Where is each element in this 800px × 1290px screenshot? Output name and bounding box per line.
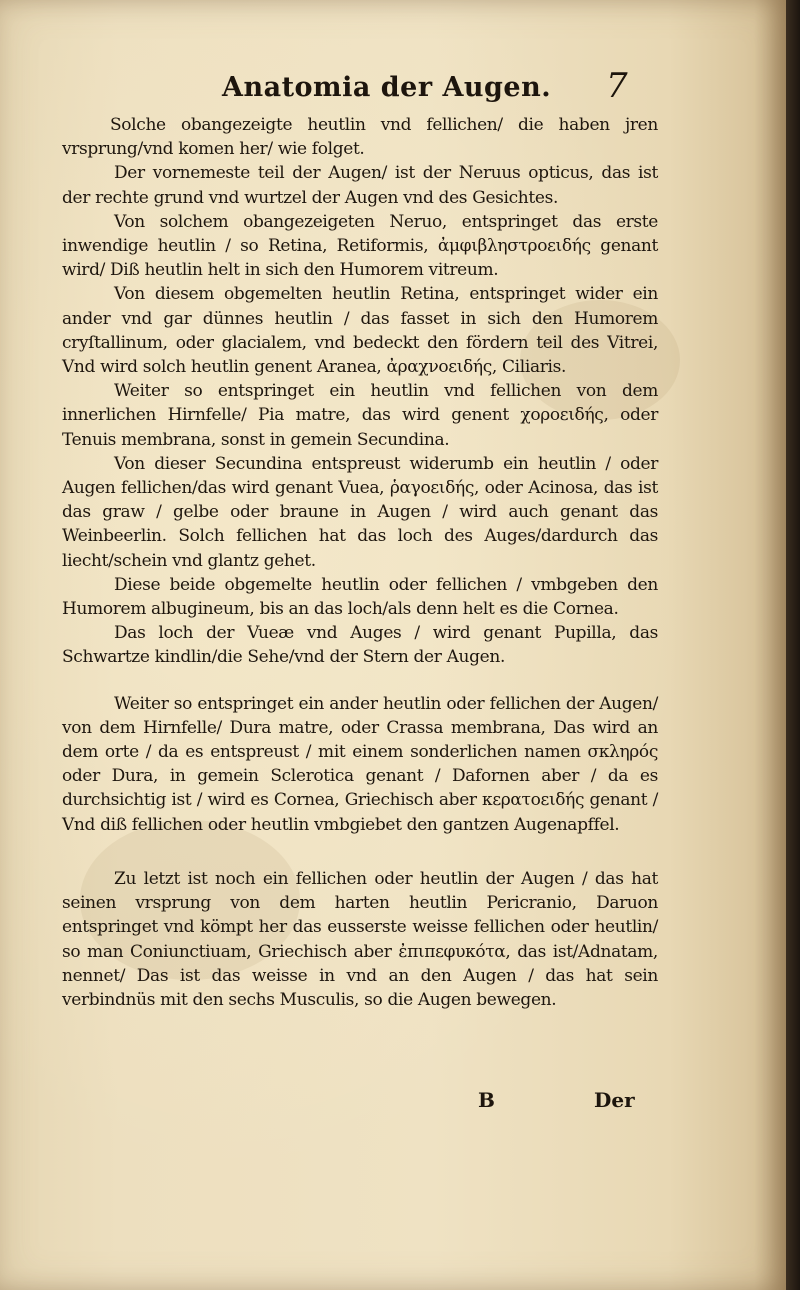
paragraph: Von solchem obangezeigeten Neruo, entspringet das erste inwendige heutlin / so Retina, Retiformis, ἀμφιβληστροειδής genant wird/ Diß heutlin helt in sich den Humorem vitreum. bbox=[62, 211, 658, 281]
body-text bbox=[62, 113, 658, 1012]
paragraph: Diese beide obgemelte heutlin oder fellichen / vmbgeben den Humorem albugineum, bis an das loch/als denn helt es die Cornea. bbox=[62, 574, 658, 620]
paragraph: Weiter so entspringet ein ander heutlin oder fellichen der Augen/ von dem Hirnfelle/ Dura matre, oder Crassa membrana, Das wird an dem orte / da es entspreust / mit einem sonderlichen namen σκληρός oder Dura, in gemein Sclerotica genant / Dafornen aber / da es durchsichtig ist / wird es Cornea, Griechisch aber κερατοειδής genant / Vnd diß fellichen oder heutlin vmbgiebet den gantzen Augenapffel. bbox=[62, 693, 658, 835]
catchword: Der bbox=[594, 1088, 635, 1112]
paragraph: Von diesem obgemelten heutlin Retina, entspringet wider ein ander vnd gar dünnes heutlin / das fasset in sich den Humorem cryſtallinum, oder glacialem, vnd bedeckt den fördern teil des Vitrei, Vnd wird solch heutlin genent Aranea, ἀραχνοειδής, Ciliaris. bbox=[62, 284, 658, 378]
book-edge bbox=[786, 0, 800, 1290]
paragraph: Das loch der Vueæ vnd Auges / wird genant Pupilla, das Schwartze kindlin/die Sehe/vnd der Stern der Augen. bbox=[62, 623, 658, 668]
paragraph: Weiter so entspringet ein heutlin vnd fellichen von dem innerlichen Hirnfelle/ Pia matre, das wird genent χοροειδής, oder Tenuis membrana, sonst in gemein Secundina. bbox=[62, 381, 658, 450]
paragraph: Der vornemeste teil der Augen/ ist der Neruus opticus, das ist der rechte grund vnd wurtzel der Augen vnd des Gesichtes. bbox=[62, 163, 658, 208]
paragraph: Solche obangezeigte heutlin vnd fellichen/ die haben jren vrsprung/vnd komen her/ wie folget. bbox=[62, 115, 658, 160]
signature-mark: B bbox=[478, 1088, 495, 1112]
page-number: 7 bbox=[606, 66, 628, 106]
paragraph: Zu letzt ist noch ein fellichen oder heutlin der Augen / das hat seinen vrsprung von dem harten heutlin Pericranio, Daruon entspringet vnd kömpt her das eusserste weisse fellichen oder heutlin/ so man Coniunctiuam, Griechisch aber ἐπιπεφυκότα, das ist/Adnatam, nennet/ Das ist das weisse in vnd an den Augen / das hat sein verbindnüs mit den sechs Musculis, so die Augen bewegen. bbox=[62, 868, 658, 1010]
running-head: Anatomia der Augen. bbox=[222, 72, 552, 103]
paragraph: Von dieser Secundina entspreust widerumb ein heutlin / oder Augen fellichen/das wird genant Vuea, ῥαγοειδής, oder Acinosa, das ist das graw / gelbe oder braune in Augen / wird auch genant das Weinbeerlin. Solch fellichen hat das loch des Auges/dardurch das liecht/schein vnd glantz gehet. bbox=[62, 453, 658, 571]
